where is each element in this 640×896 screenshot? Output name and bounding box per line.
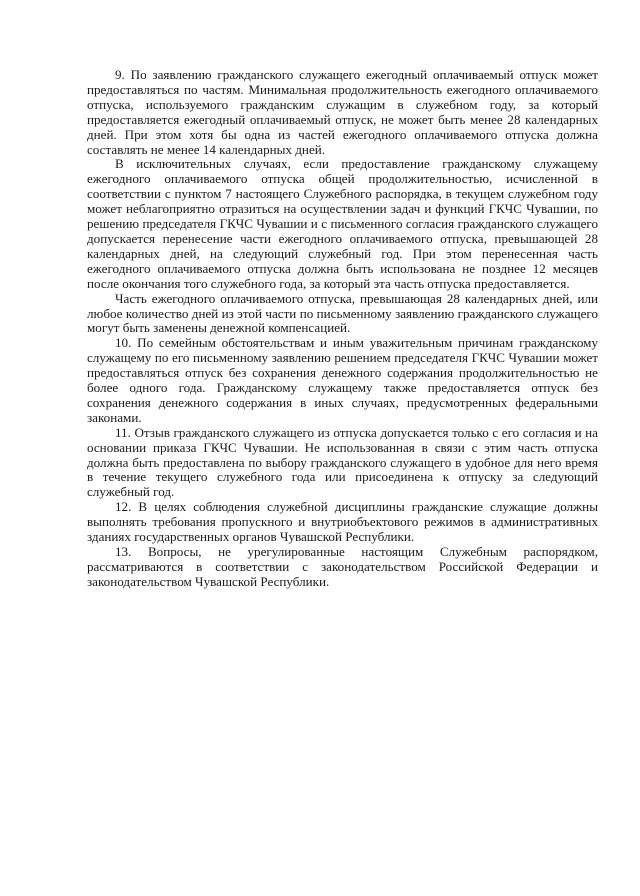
paragraph-9: 9. По заявлению гражданского служащего ежегодный оплачиваемый отпуск может предоставляться по частям. Минимальная продолжительность ежегодного оплачиваемого отпуска, используемого гражданским служащим в служебном году, за который предоставляется ежегодный оплачиваемый отпуск, не может быть менее 28 календарных дней. При этом хотя бы одна из частей ежегодного оплачиваемого отпуска должна составлять не менее 14 календарных дней.	[87, 67, 598, 157]
paragraph-12: 12. В целях соблюдения служебной дисциплины гражданские служащие должны выполнять требования пропускного и внутриобъектового режимов в административных зданиях государственных органов Чувашской Республики.	[87, 499, 598, 545]
paragraph-9-exceptional-cases: В исключительных случаях, если предоставление гражданскому служащему ежегодного оплачиваемого отпуска общей продолжительностью, исчисленной в соответствии с пунктом 7 настоящего Служебного распорядка, в текущем служебном году может неблагоприятно отразиться на осуществлении задач и функций ГКЧС Чувашии, по решению председателя ГКЧС Чувашии и с письменного согласия гражданского служащего допускается перенесение части ежегодного оплачиваемого отпуска, превышающей 28 календарных дней, на следующий служебный год. При этом перенесенная часть ежегодного оплачиваемого отпуска должна быть использована не позднее 12 месяцев после окончания того служебного года, за который эта часть отпуска предоставляется.	[87, 156, 598, 291]
paragraph-13: 13. Вопросы, не урегулированные настоящим Служебным распорядком, рассматриваются в соответствии с законодательством Российской Федерации и законодательством Чувашской Республики.	[87, 544, 598, 589]
paragraph-10: 10. По семейным обстоятельствам и иным уважительным причинам гражданскому служащему по его письменному заявлению решением председателя ГКЧС Чувашии может предоставляться отпуск без сохранения денежного содержания продолжительностью не более одного года. Гражданскому служащему также предоставляется отпуск без сохранения денежного содержания в иных случаях, предусмотренных федеральными законами.	[87, 335, 598, 425]
paragraph-11: 11. Отзыв гражданского служащего из отпуска допускается только с его согласия и на основании приказа ГКЧС Чувашии. Не использованная в связи с этим часть отпуска должна быть предоставлена по выбору гражданского служащего в удобное для него время в течение текущего служебного года или присоединена к отпуску за следующий служебный год.	[87, 424, 598, 500]
paragraph-9-compensation: Часть ежегодного оплачиваемого отпуска, превышающая 28 календарных дней, или любое количество дней из этой части по письменному заявлению гражданского служащего могут быть заменены денежной компенсацией.	[87, 290, 598, 336]
